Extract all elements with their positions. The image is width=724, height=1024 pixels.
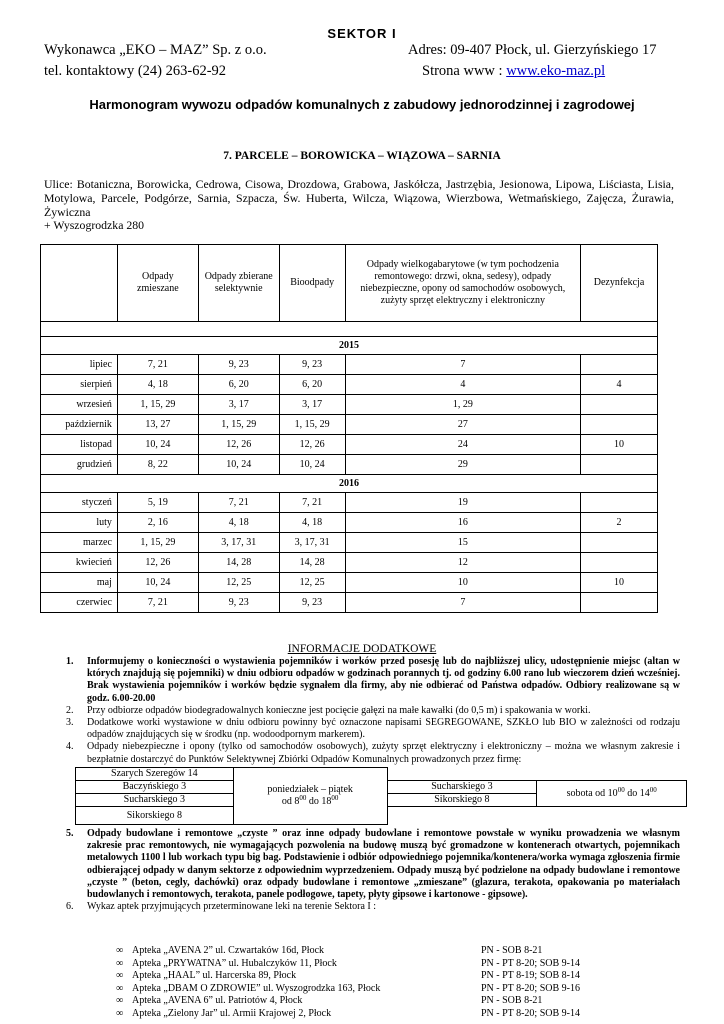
date-cell: 6, 20 xyxy=(279,375,345,395)
schedule-row xyxy=(41,395,658,415)
spacer-row xyxy=(41,322,658,337)
date-cell: 4, 18 xyxy=(198,513,279,533)
date-cell: 14, 28 xyxy=(279,553,345,573)
schedule-row xyxy=(41,455,658,475)
schedule-row xyxy=(41,573,658,593)
month-cell: grudzień xyxy=(41,455,118,475)
year-label: 2016 xyxy=(41,475,658,493)
date-cell xyxy=(581,593,658,613)
bullet-icon: ∞ xyxy=(116,945,124,956)
date-cell: 3, 17, 31 xyxy=(198,533,279,553)
month-cell: lipiec xyxy=(41,355,118,375)
website-label: Strona www : xyxy=(422,63,503,79)
schedule-table xyxy=(40,244,658,613)
pszok-location: Sucharskiego 3 xyxy=(387,781,537,794)
date-cell: 9, 23 xyxy=(279,355,345,375)
bullet-icon: ∞ xyxy=(116,957,124,969)
date-cell: 29 xyxy=(345,455,580,475)
date-cell xyxy=(581,553,658,573)
month-cell: czerwiec xyxy=(41,593,118,613)
pharmacy-name: Apteka „AVENA 6” ul. Patriotów 4, Płock xyxy=(132,995,303,1007)
month-cell: wrzesień xyxy=(41,395,118,415)
pszok-table xyxy=(75,767,687,825)
pharmacy-hours: PN - SOB 8-21 xyxy=(481,995,543,1007)
schedule-row xyxy=(41,375,658,395)
date-cell: 4, 18 xyxy=(279,513,345,533)
info-item-3: 3. Dodatkowe worki wystawione w dniu odbioru powinny być oznaczone napisami SEGREGOWANE, SZKŁO lub BIO w zależności od rodzaju odpadów znajdujących się w środku (np. wodoodpornym markerem). xyxy=(66,717,680,741)
date-cell: 13, 27 xyxy=(117,415,198,435)
date-cell: 1, 15, 29 xyxy=(279,415,345,435)
info-item-1: 1. Informujemy o konieczności o wystawienia pojemników i worków przed posesję lub do najbliższej ulicy, udostępnienie miejsc (altan w których znajdują się pojemniki) w dniu odbioru odpadów w godzinach porannych tj. od godziny 6.00 rano lub wieczorem dzień wcześniej. Brak wystawienia pojemników i worków będzie sygnałem dla firmy, aby nie odbierać od Państwa odpadów. Odbiory realizowane są w godz. 6.00-20.00 xyxy=(66,656,680,704)
pharmacy-name: Apteka „AVENA 2” ul. Czwartaków 16d, Płock xyxy=(132,945,325,956)
month-cell: luty xyxy=(41,513,118,533)
date-cell: 14, 28 xyxy=(198,553,279,573)
date-cell: 1, 15, 29 xyxy=(117,395,198,415)
date-cell xyxy=(581,493,658,513)
info-title: INFORMACJE DODATKOWE xyxy=(287,643,437,655)
schedule-row xyxy=(41,593,658,613)
pharmacy-hours: PN - SOB 8-21 xyxy=(481,945,543,956)
bullet-icon: ∞ xyxy=(116,982,124,994)
pszok-location: Szarych Szeregów 14 xyxy=(76,768,234,781)
section-title: 7. PARCELE – BOROWICKA – WIĄZOWA – SARNIA xyxy=(223,150,501,162)
date-cell: 4 xyxy=(581,375,658,395)
date-cell: 9, 23 xyxy=(198,593,279,613)
schedule-row xyxy=(41,493,658,513)
date-cell xyxy=(581,395,658,415)
contractor-phone: tel. kontaktowy (24) 263-62-92 xyxy=(44,63,227,79)
date-cell: 10 xyxy=(581,435,658,455)
year-row xyxy=(41,475,658,493)
date-cell: 8, 22 xyxy=(117,455,198,475)
date-cell: 2, 16 xyxy=(117,513,198,533)
year-2015-rows xyxy=(41,355,658,475)
date-cell: 16 xyxy=(345,513,580,533)
date-cell xyxy=(581,415,658,435)
bullet-icon: ∞ xyxy=(116,970,124,982)
pszok-location: Sikorskiego 8 xyxy=(76,807,234,825)
date-cell: 12, 26 xyxy=(117,553,198,573)
date-cell: 9, 23 xyxy=(279,593,345,613)
info-item-2: 2. Przy odbiorze odpadów biodegradowalnych konieczne jest pocięcie gałęzi na małe kawałki (do 0,5 m) i spakowania w worki. xyxy=(66,704,591,716)
date-cell: 3, 17 xyxy=(279,395,345,415)
pszok-saturday-hours: sobota od $10^{00}$ do $14^{00}$ xyxy=(537,781,687,807)
date-cell: 6, 20 xyxy=(198,375,279,395)
month-cell: listopad xyxy=(41,435,118,455)
date-cell: 12, 26 xyxy=(198,435,279,455)
month-cell: sierpień xyxy=(41,375,118,395)
date-cell: 27 xyxy=(345,415,580,435)
pharmacy-hours: PN - PT 8-20; SOB 9-14 xyxy=(481,1008,580,1019)
date-cell: 5, 19 xyxy=(117,493,198,513)
schedule-row xyxy=(41,355,658,375)
date-cell xyxy=(581,533,658,553)
header-bio: Bioodpady xyxy=(279,245,345,322)
date-cell: 12, 26 xyxy=(279,435,345,455)
date-cell: 24 xyxy=(345,435,580,455)
date-cell: 7, 21 xyxy=(117,593,198,613)
date-cell: 10, 24 xyxy=(117,573,198,593)
header-month xyxy=(41,245,118,322)
sector-title: SEKTOR I xyxy=(327,26,397,41)
pharmacy-hours: PN - PT 8-19; SOB 8-14 xyxy=(481,970,580,982)
pszok-weekday-hours: poniedziałek – piątek od $8^{00}$ do $18^{00}$ xyxy=(233,768,387,825)
info-item-5: 5. Odpady budowlane i remontowe „czyste ” oraz inne odpady budowlane i remontowe powstałe w wyniku prowadzenia we własnym zakresie prac remontowych, nie wymagających pozwolenia na budowę muszą być gromadzone w kontenerach otwartych, pojemnikach metalowych 1100 l lub workach typu big bag. Podstawienie i odbiór odpowiedniego pojemnika/kontenera/worka wymaga zgłoszenia firmie odbierającej odpady w danym sektorze z odpowiednim wyprzedzeniem. Odpady muszą być podzielone na odpady budowlane i remontowe „czyste ” (beton, cegly, dachówki) oraz odpady budowlane i remontowe „zmieszane” (glazura, terakota, opakowania po materiałach budowlanych i remontowych, terakota, panele podłogowe, tapety, płyty gipsowe i kartonowe - gipsowe). xyxy=(66,828,680,901)
date-cell: 12 xyxy=(345,553,580,573)
website-link[interactable]: www.eko-maz.pl xyxy=(506,63,606,79)
schedule-row xyxy=(41,435,658,455)
info-item-4: 4. Odpady niebezpieczne i opony (tylko od samochodów osobowych), zużyty sprzęt elektryczny i elektroniczny – można we własnym zakresie i bezpłatnie dostarczyć do Punktów Selektywnej Zbiórki Odpadów Komunalnych prowadzonych przez firmę: xyxy=(66,741,680,765)
pharmacy-hours: PN - PT 8-20; SOB 9-14 xyxy=(481,957,580,969)
date-cell xyxy=(581,455,658,475)
date-cell: 2 xyxy=(581,513,658,533)
bullet-icon: ∞ xyxy=(116,1008,124,1019)
contractor-address: Adres: 09-407 Płock, ul. Gierzyńskiego 17 xyxy=(408,42,657,58)
date-cell: 10 xyxy=(581,573,658,593)
date-cell: 4, 18 xyxy=(117,375,198,395)
website xyxy=(422,63,605,80)
header-mixed: Odpady zmieszane xyxy=(117,245,198,322)
month-cell: styczeń xyxy=(41,493,118,513)
schedule-row xyxy=(41,553,658,573)
date-cell: 3, 17 xyxy=(198,395,279,415)
date-cell: 3, 17, 31 xyxy=(279,533,345,553)
date-cell: 10, 24 xyxy=(198,455,279,475)
date-cell xyxy=(581,355,658,375)
schedule-header-row xyxy=(41,245,658,322)
schedule-row xyxy=(41,533,658,553)
date-cell: 7 xyxy=(345,355,580,375)
date-cell: 7 xyxy=(345,593,580,613)
year-label: 2015 xyxy=(41,337,658,355)
pharmacy-name: Apteka „DBAM O ZDROWIE” ul. Wyszogrodzka 163, Płock xyxy=(132,982,381,994)
date-cell: 9, 23 xyxy=(198,355,279,375)
date-cell: 10, 24 xyxy=(279,455,345,475)
contractor-name: Wykonawca „EKO – MAZ” Sp. z o.o. xyxy=(44,42,267,58)
pharmacy-name: Apteka „HAAL” ul. Harcerska 89, Płock xyxy=(132,970,297,982)
pharmacy-hours: PN - PT 8-20; SOB 9-16 xyxy=(481,982,580,994)
month-cell: październik xyxy=(41,415,118,435)
date-cell: 7, 21 xyxy=(279,493,345,513)
streets-extra: + Wyszogrodzka 280 xyxy=(44,218,145,232)
schedule-row xyxy=(41,415,658,435)
pszok-location: Sucharskiego 3 xyxy=(76,794,234,807)
main-title: Harmonogram wywozu odpadów komunalnych z zabudowy jednorodzinnej i zagrodowej xyxy=(89,97,635,112)
header-disinfection: Dezynfekcja xyxy=(581,245,658,322)
schedule-row xyxy=(41,513,658,533)
pszok-location: Sikorskiego 8 xyxy=(387,794,537,807)
month-cell: marzec xyxy=(41,533,118,553)
header-selective: Odpady zbierane selektywnie xyxy=(198,245,279,322)
info-list-b xyxy=(0,828,724,913)
date-cell: 7, 21 xyxy=(198,493,279,513)
pharmacy-name: Apteka „Zielony Jar” ul. Armii Krajowej 2, Płock xyxy=(132,1008,332,1019)
month-cell: kwiecień xyxy=(41,553,118,573)
info-list-a xyxy=(0,656,724,766)
bullet-icon: ∞ xyxy=(116,995,124,1007)
date-cell: 7, 21 xyxy=(117,355,198,375)
pszok-location: Baczyńskiego 3 xyxy=(76,781,234,794)
info-item-6: 6. Wykaz aptek przyjmujących przeterminowane leki na terenie Sektora I : xyxy=(66,901,376,913)
date-cell: 10 xyxy=(345,573,580,593)
date-cell: 15 xyxy=(345,533,580,553)
pharmacy-name: Apteka „PRYWATNA” ul. Hubalczyków 11, Płock xyxy=(132,957,337,969)
header-bulky: Odpady wielkogabarytowe (w tym pochodzenia remontowego: drzwi, okna, sedesy), odpady niebezpieczne, opony od samochodów osobowych, zużyty sprzęt elektryczny i elektroniczny xyxy=(345,245,580,322)
date-cell: 19 xyxy=(345,493,580,513)
date-cell: 12, 25 xyxy=(279,573,345,593)
streets-list: Ulice: Botaniczna, Borowicka, Cedrowa, Cisowa, Drozdowa, Grabowa, Jaskółcza, Jastrzębia, Jesionowa, Lipowa, Liściasta, Lisia, Motylowa, Parcele, Podgórze, Sarnia, Szpacza, Św. Huberta, Wilcza, Wiązowa, Wierzbowa, Wetmańskiego, Zajęcza, Żurawia, Żywiczna xyxy=(44,177,674,219)
date-cell: 1, 15, 29 xyxy=(198,415,279,435)
date-cell: 1, 29 xyxy=(345,395,580,415)
date-cell: 1, 15, 29 xyxy=(117,533,198,553)
date-cell: 4 xyxy=(345,375,580,395)
year-2016-rows xyxy=(41,493,658,613)
year-row xyxy=(41,337,658,355)
date-cell: 10, 24 xyxy=(117,435,198,455)
date-cell: 12, 25 xyxy=(198,573,279,593)
month-cell: maj xyxy=(41,573,118,593)
